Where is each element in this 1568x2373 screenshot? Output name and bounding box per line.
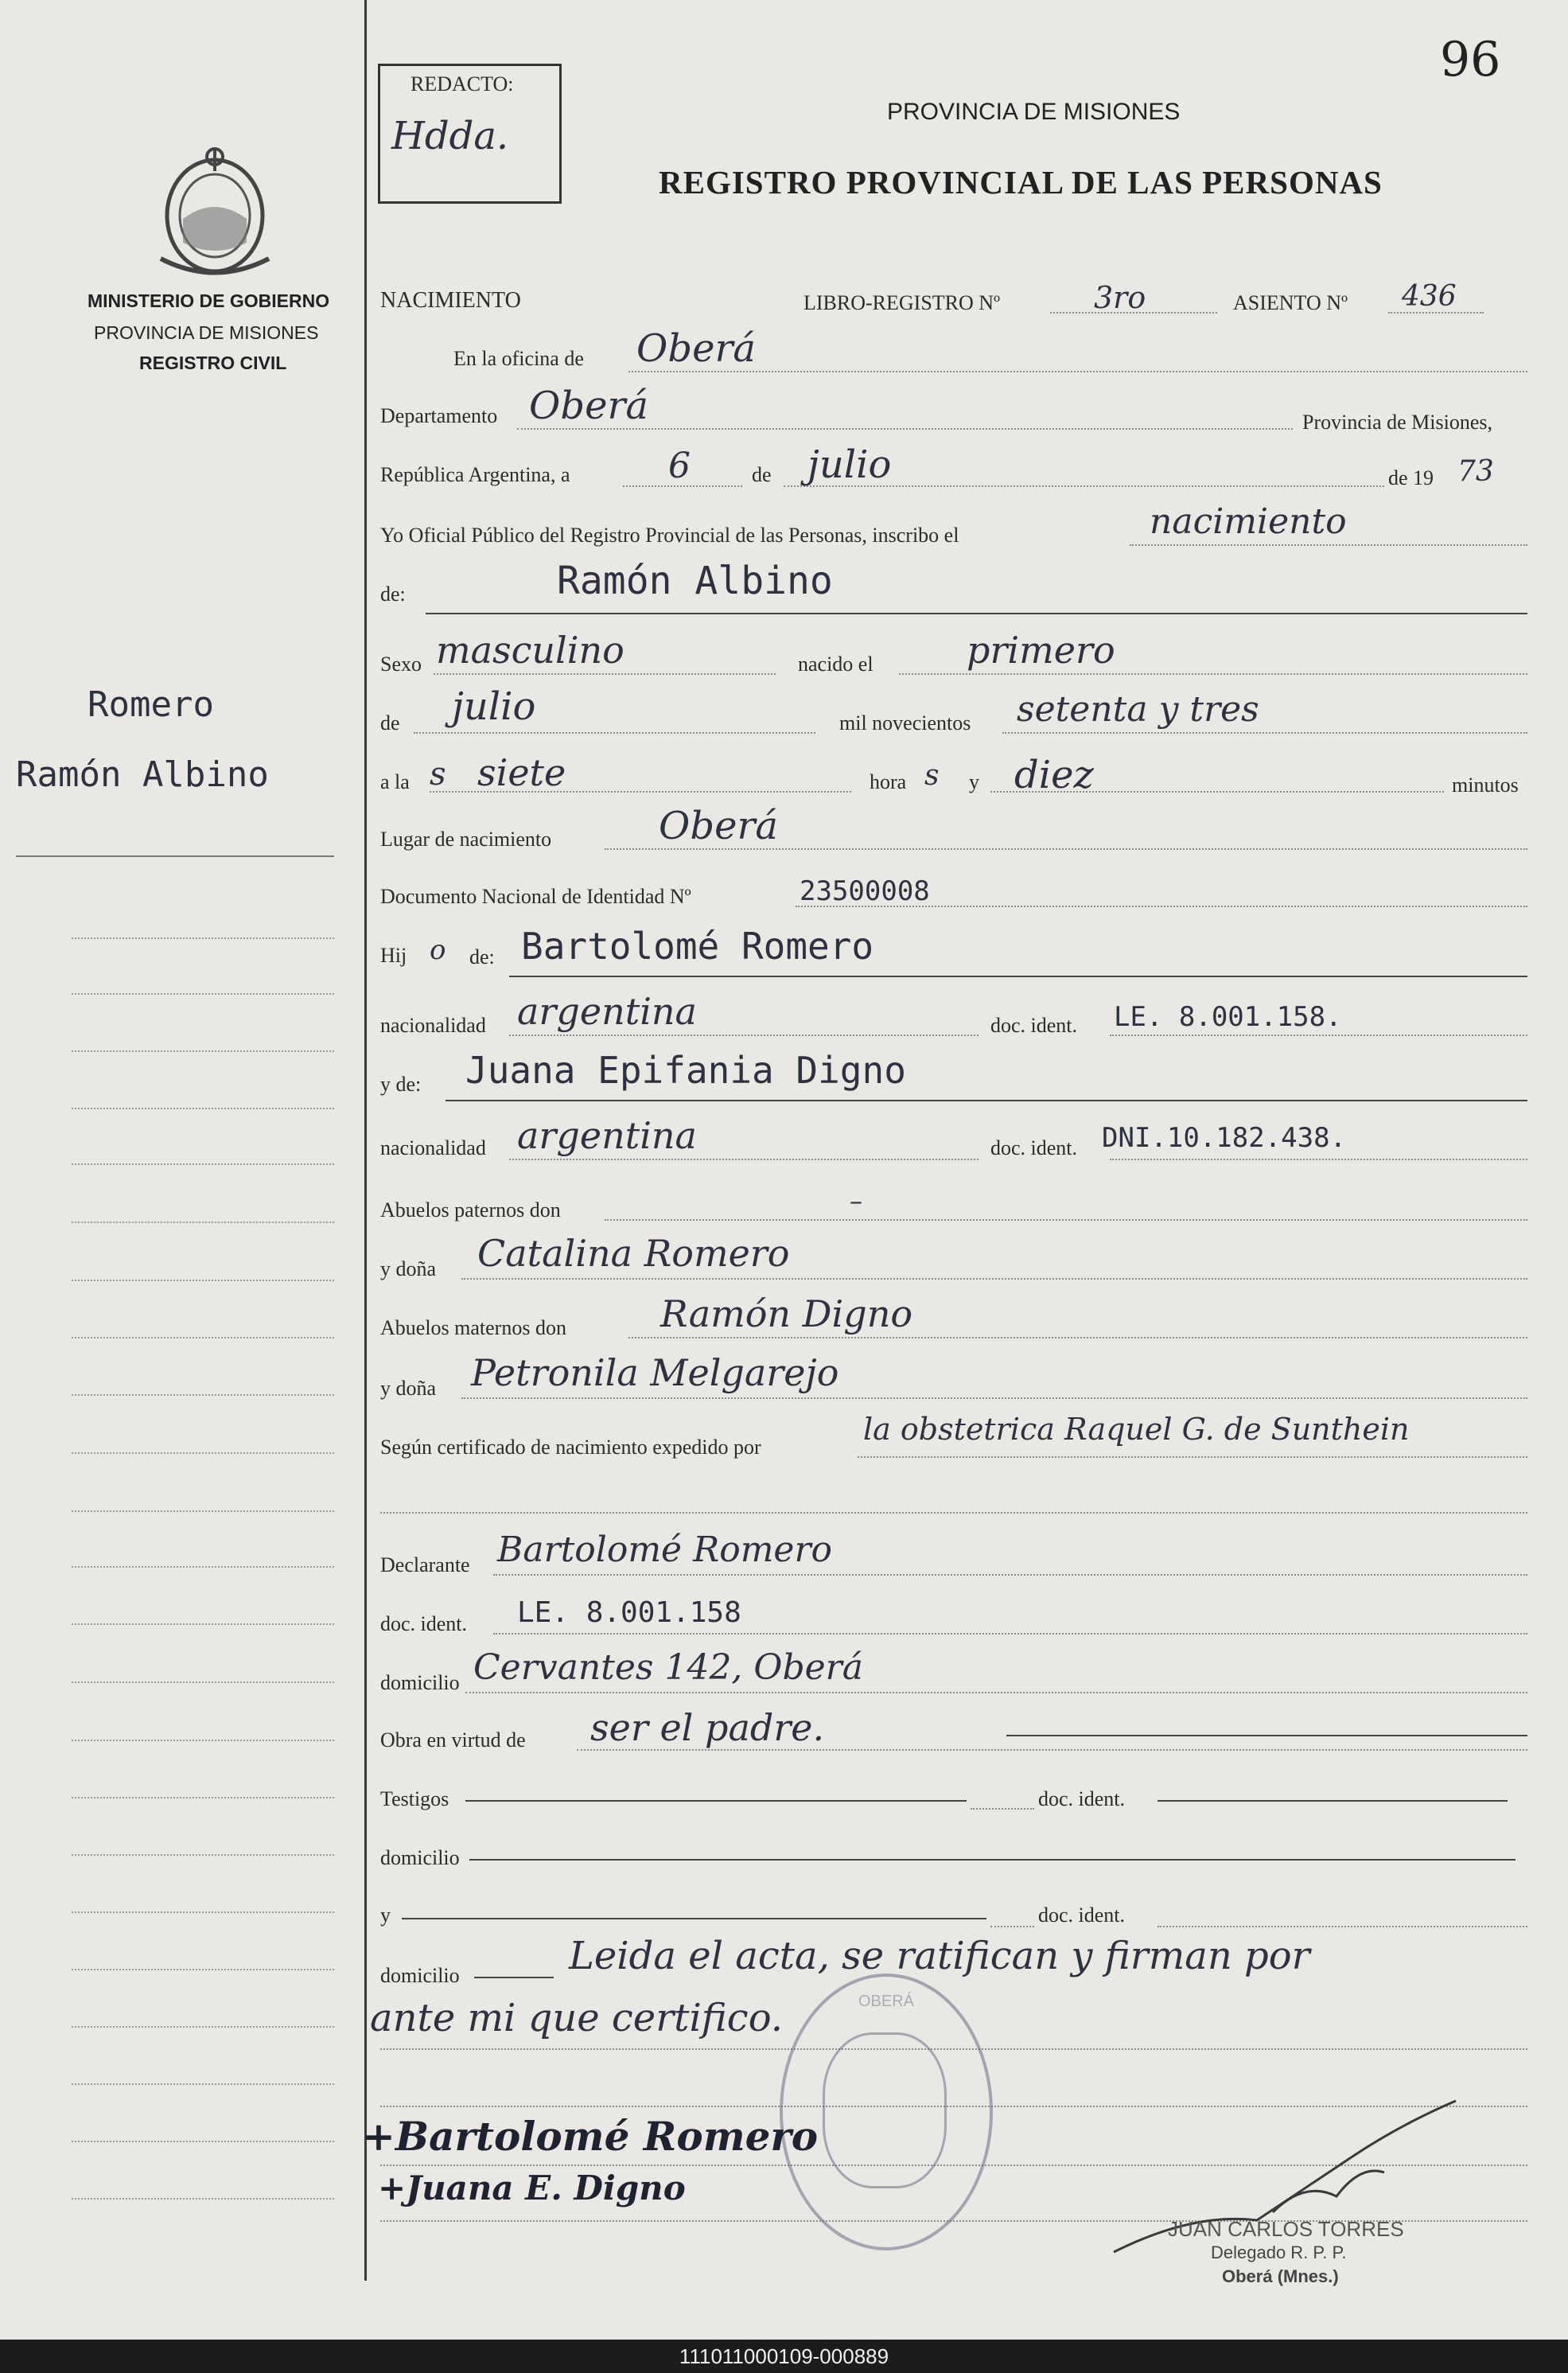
- docid3-label: doc. ident.: [380, 1612, 468, 1635]
- margin-line: [72, 1854, 334, 1856]
- docid1-line: [1110, 1035, 1527, 1036]
- departamento-value: Oberá: [529, 384, 649, 428]
- closing-line1: Leida el acta, se ratifican y firman por: [569, 1934, 1310, 1978]
- name-line: [426, 613, 1527, 614]
- ab-mat-label: Abuelos maternos don: [380, 1316, 566, 1339]
- libro-label: LIBRO-REGISTRO Nº: [803, 291, 1001, 314]
- departamento-line: [517, 428, 1293, 430]
- docid4-strike-line: [1158, 1800, 1508, 1802]
- obra-strike-line: [1006, 1735, 1527, 1736]
- record-type-label: NACIMIENTO: [380, 288, 521, 313]
- margin-line: [72, 1280, 334, 1281]
- ab-mat-dona-line: [461, 1397, 1527, 1399]
- stamp-text: OBERÁ: [858, 1993, 915, 2010]
- provincia-label: Provincia de Misiones,: [1302, 411, 1493, 434]
- testigos-line: [971, 1808, 1034, 1810]
- margin-line: [72, 1163, 334, 1165]
- declarante-value: Bartolomé Romero: [497, 1529, 832, 1570]
- official-place: Oberá (Mnes.): [1222, 2266, 1339, 2286]
- margin-line: [72, 1681, 334, 1683]
- ab-pat-dona-value: Catalina Romero: [477, 1232, 790, 1275]
- lugar-value: Oberá: [659, 804, 779, 848]
- y-witness-label: y: [380, 1903, 391, 1927]
- registry-title: REGISTRO PROVINCIAL DE LAS PERSONAS: [659, 164, 1383, 201]
- margin-line: [72, 1623, 334, 1625]
- nac1-value: argentina: [517, 990, 697, 1033]
- margin-line: [72, 1740, 334, 1741]
- minutes-value: diez: [1014, 753, 1094, 797]
- docid2-line: [1110, 1159, 1527, 1160]
- departamento-label: Departamento: [380, 404, 498, 427]
- hora-s: s: [924, 759, 940, 792]
- docid1-value: LE. 8.001.158.: [1114, 1001, 1342, 1033]
- official-name: JUAN CARLOS TORRES: [1168, 2217, 1404, 2241]
- sexo-label: Sexo: [380, 653, 422, 676]
- province-heading: PROVINCIA DE MISIONES: [887, 99, 1181, 125]
- name-label: de:: [380, 583, 406, 606]
- margin-line: [72, 937, 334, 939]
- lugar-label: Lugar de nacimiento: [380, 828, 552, 851]
- margin-line: [72, 1452, 334, 1454]
- mother-line: [445, 1100, 1527, 1101]
- redacto-box: [378, 64, 562, 204]
- year-value: 73: [1457, 455, 1494, 488]
- docid3-value: LE. 8.001.158: [517, 1596, 741, 1629]
- signature-declarante: +Bartolomé Romero: [362, 2113, 819, 2160]
- oficial-line: [1130, 544, 1527, 546]
- de2-label: de: [380, 711, 400, 734]
- nac1-line: [509, 1035, 979, 1036]
- segun-value: la obstetrica Raquel G. de Sunthein: [863, 1412, 1410, 1447]
- hora-label: hora: [870, 770, 907, 793]
- declarante-line: [493, 1574, 1527, 1576]
- oficina-line: [628, 371, 1527, 372]
- docid4-label: doc. ident.: [1038, 1787, 1126, 1810]
- ministry-line2: PROVINCIA DE MISIONES: [94, 322, 319, 343]
- sexo-value: masculino: [436, 629, 624, 672]
- official-title: Delegado R. P. P.: [1211, 2242, 1347, 2262]
- margin-line: [72, 1337, 334, 1338]
- margin-rule: [16, 855, 334, 857]
- ydona1-label: y doña: [380, 1257, 437, 1280]
- column-divider: [364, 0, 367, 2281]
- margin-line: [72, 2198, 334, 2200]
- closing-line2: ante mi que certifico.: [370, 1996, 783, 2040]
- ab-pat-value: –: [850, 1186, 862, 1216]
- obra-line: [577, 1749, 1527, 1751]
- birth-year-line: [1002, 732, 1527, 734]
- nac1-label: nacionalidad: [380, 1014, 486, 1037]
- mil-label: mil novecientos: [839, 711, 971, 734]
- ministry-line1: MINISTERIO DE GOBIERNO: [88, 290, 330, 311]
- margin-line: [72, 1797, 334, 1798]
- ydona2-label: y doña: [380, 1377, 437, 1400]
- father-line: [509, 976, 1527, 977]
- hijo-label: Hij: [380, 944, 407, 967]
- dni-label: Documento Nacional de Identidad Nº: [380, 885, 691, 908]
- ab-mat-line: [628, 1337, 1527, 1338]
- republica-label: República Argentina, a: [380, 463, 570, 486]
- ala-label: a la: [380, 770, 410, 793]
- domicilio3-strike-line: [474, 1977, 554, 1978]
- birth-year-value: setenta y tres: [1017, 689, 1259, 730]
- obra-label: Obra en virtud de: [380, 1728, 526, 1752]
- dni-value: 23500008: [800, 875, 930, 907]
- nacido-value: primero: [967, 629, 1115, 672]
- ab-mat-value: Ramón Digno: [660, 1292, 913, 1335]
- folio-number: 96: [1440, 32, 1501, 88]
- birth-month-line: [414, 732, 815, 734]
- sexo-line: [434, 673, 776, 675]
- domicilio1-line: [465, 1692, 1527, 1693]
- margin-line: [72, 1510, 334, 1512]
- ab-mat-dona-value: Petronila Melgarejo: [471, 1351, 839, 1394]
- year-prefix-label: de 19: [1388, 466, 1434, 489]
- ala-s: s: [430, 756, 446, 793]
- margin-names: Ramón Albino: [16, 754, 269, 795]
- margin-line: [72, 1050, 334, 1052]
- witness2-line: [990, 1926, 1034, 1927]
- margin-surname: Romero: [88, 684, 214, 725]
- margin-line: [72, 2083, 334, 2085]
- witness2-strike-line: [402, 1918, 986, 1919]
- nacido-label: nacido el: [798, 653, 873, 676]
- nac2-label: nacionalidad: [380, 1136, 486, 1159]
- segun-line-2: [380, 1512, 1527, 1514]
- margin-line: [72, 1394, 334, 1396]
- docid3-line: [493, 1633, 1527, 1635]
- ab-pat-label: Abuelos paternos don: [380, 1198, 561, 1222]
- margin-line: [72, 1566, 334, 1568]
- margin-line: [72, 1108, 334, 1109]
- testigos-label: Testigos: [380, 1787, 449, 1810]
- margin-line: [72, 2141, 334, 2142]
- docid1-label: doc. ident.: [990, 1014, 1078, 1037]
- ab-pat-line: [605, 1219, 1527, 1221]
- margin-line: [72, 993, 334, 995]
- birth-month-value: julio: [452, 684, 536, 729]
- minutos-label: minutos: [1452, 773, 1519, 797]
- redacto-label: REDACTO:: [410, 72, 514, 95]
- margin-line: [72, 1969, 334, 1970]
- obra-value: ser el padre.: [590, 1706, 825, 1749]
- father-value: Bartolomé Romero: [521, 925, 874, 968]
- day-value: 6: [668, 446, 691, 486]
- declarante-label: Declarante: [380, 1553, 470, 1576]
- nac2-line: [509, 1159, 979, 1160]
- margin-line: [72, 2026, 334, 2028]
- docid5-line: [1158, 1926, 1527, 1927]
- hijo-o: o: [430, 934, 446, 966]
- domicilio2-label: domicilio: [380, 1846, 460, 1869]
- nacido-line: [899, 673, 1527, 675]
- lugar-line: [605, 848, 1527, 850]
- domicilio2-strike-line: [469, 1859, 1515, 1861]
- domicilio3-label: domicilio: [380, 1964, 460, 1987]
- mother-value: Juana Epifania Digno: [465, 1049, 906, 1092]
- oficial-label: Yo Oficial Público del Registro Provincial de las Personas, inscribo el: [380, 524, 959, 547]
- segun-label: Según certificado de nacimiento expedido por: [380, 1436, 761, 1459]
- month-value: julio: [807, 442, 892, 487]
- margin-line: [72, 1222, 334, 1223]
- document-code: 111011000109-000889: [0, 2340, 1568, 2373]
- oficina-label: En la oficina de: [453, 347, 584, 370]
- redacto-value: Hdda.: [391, 114, 509, 158]
- hijo-de-label: de:: [469, 945, 495, 968]
- ab-pat-dona-line: [461, 1278, 1527, 1280]
- oficial-value: nacimiento: [1150, 501, 1347, 542]
- testigos-strike-line: [465, 1800, 967, 1802]
- official-stamp: [780, 1974, 993, 2250]
- asiento-label: ASIENTO Nº: [1233, 291, 1348, 314]
- stamp-center: [823, 2032, 947, 2188]
- yde-label: y de:: [380, 1073, 422, 1096]
- domicilio1-label: domicilio: [380, 1671, 460, 1694]
- nac2-value: argentina: [517, 1114, 697, 1157]
- libro-value: 3ro: [1094, 280, 1146, 315]
- de-label: de: [752, 463, 772, 486]
- ministry-line3: REGISTRO CIVIL: [139, 353, 287, 373]
- signature-mother: +Juana E. Digno: [378, 2168, 686, 2207]
- oficina-value: Oberá: [636, 326, 757, 371]
- segun-line: [858, 1456, 1527, 1458]
- provincial-seal-icon: [151, 139, 278, 290]
- y-label: y: [969, 770, 979, 793]
- hour-value: siete: [477, 751, 566, 794]
- margin-line: [72, 1911, 334, 1913]
- docid2-label: doc. ident.: [990, 1136, 1078, 1159]
- asiento-value: 436: [1402, 280, 1457, 313]
- domicilio1-value: Cervantes 142, Oberá: [473, 1647, 863, 1688]
- docid2-value: DNI.10.182.438.: [1102, 1122, 1347, 1154]
- docid5-label: doc. ident.: [1038, 1903, 1126, 1927]
- name-value: Ramón Albino: [557, 559, 833, 603]
